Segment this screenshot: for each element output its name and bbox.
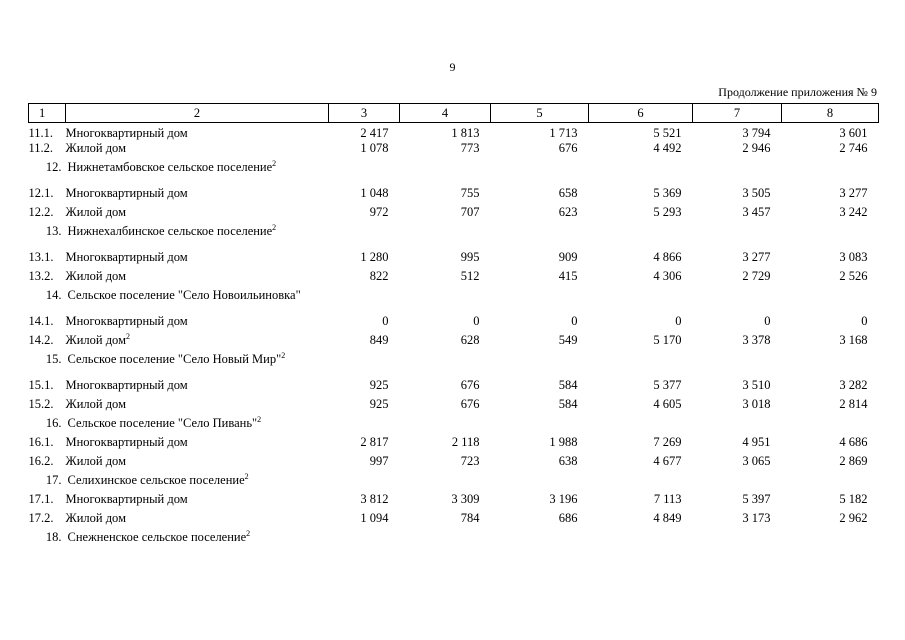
value-cell [491,417,589,436]
value-cell [400,417,491,436]
value-cell: 628 [460,332,480,347]
row-label [66,455,329,474]
value-cell: 676 [460,396,480,411]
table-row [29,334,879,353]
value-cell [329,531,400,550]
value-cell: 2 962 [839,510,868,525]
row-index: 11.1. [28,126,54,140]
table-group-row [29,353,879,379]
value-cell: 1 988 [549,434,578,449]
value-cell [589,353,693,379]
row-label-text: Многоквартирный дом [65,313,188,328]
row-index: 12.2. [28,204,54,219]
row-label [66,222,329,251]
value-cell [782,531,879,550]
row-label-text: Жилой дом [65,396,126,411]
value-cell: 2 817 [360,434,389,449]
tariff-table [28,103,879,550]
table-row [29,251,879,270]
value-cell: 1 078 [360,140,389,155]
value-cell: 638 [558,453,578,468]
row-index: 12. [45,159,62,174]
column-header: 7 [693,104,782,123]
table-row [29,512,879,531]
table-row [29,142,879,161]
value-cell: 658 [558,185,578,200]
column-header: 5 [491,104,589,123]
value-cell: 4 492 [653,140,682,155]
value-cell: 549 [558,332,578,347]
value-cell: 4 951 [742,434,771,449]
row-index: 16.1. [28,434,54,449]
row-label [66,414,329,436]
value-cell: 5 369 [653,185,682,200]
value-cell: 676 [558,140,578,155]
value-cell: 1 048 [360,185,389,200]
table-row [29,455,879,474]
value-cell: 3 812 [360,491,389,506]
value-cell: 4 686 [839,434,868,449]
value-cell: 4 849 [653,510,682,525]
row-index: 18. [45,529,62,544]
footnote-marker: 2 [257,414,262,424]
value-cell [329,225,400,251]
row-index: 13.1. [28,249,54,264]
table-group-row [29,417,879,436]
row-index: 12.1. [28,185,54,200]
row-label-text: Нижнехалбинское сельское поселение [67,223,273,238]
row-label [66,379,329,398]
row-label [66,270,329,289]
row-label [66,315,329,334]
column-header: 1 [29,104,66,123]
column-header: 6 [589,104,693,123]
row-label [66,187,329,206]
value-cell [491,474,589,493]
row-index: 17.1. [28,491,54,506]
value-cell: 2 814 [839,396,868,411]
value-cell [782,289,879,315]
row-index: 13.2. [28,268,54,283]
value-cell: 3 168 [839,332,868,347]
value-cell: 7 269 [653,434,682,449]
row-index: 17. [45,472,62,487]
value-cell: 773 [460,140,480,155]
value-cell: 0 [571,313,578,328]
footnote-marker: 2 [272,222,277,232]
table-group-row [29,289,879,315]
row-label-text: Многоквартирный дом [65,377,188,392]
value-cell: 7 113 [653,491,682,506]
row-label-text: Многоквартирный дом [65,249,188,264]
footnote-marker: 2 [246,528,251,538]
row-index: 16.2. [28,453,54,468]
row-label [66,528,329,550]
value-cell: 3 309 [451,491,480,506]
value-cell: 3 794 [742,126,771,140]
table-row [29,436,879,455]
value-cell [400,531,491,550]
value-cell [589,417,693,436]
value-cell: 3 277 [839,185,868,200]
value-cell [400,161,491,187]
row-label-text: Многоквартирный дом [65,491,188,506]
value-cell [782,161,879,187]
value-cell [693,417,782,436]
row-label-text: Жилой дом [65,510,126,525]
table-row [29,379,879,398]
value-cell: 2 729 [742,268,771,283]
value-cell [693,161,782,187]
value-cell: 5 182 [839,491,868,506]
row-label [66,512,329,531]
table-row [29,187,879,206]
continuation-label: Продолжение приложения № 9 [718,85,877,99]
value-cell: 755 [460,185,480,200]
value-cell: 1 713 [549,126,578,140]
footnote-marker: 2 [281,350,286,360]
row-index: 13. [45,223,62,238]
row-label-text: Многоквартирный дом [65,185,188,200]
value-cell [782,474,879,493]
value-cell: 5 377 [653,377,682,392]
value-cell: 1 280 [360,249,389,264]
row-label [66,398,329,417]
footnote-marker: 2 [244,471,249,481]
value-cell [491,225,589,251]
value-cell: 4 605 [653,396,682,411]
value-cell [693,225,782,251]
value-cell: 0 [764,313,771,328]
value-cell: 997 [369,453,389,468]
value-cell: 0 [473,313,480,328]
table-group-row [29,225,879,251]
value-cell: 3 601 [839,126,868,140]
value-cell [589,289,693,315]
row-label [66,350,329,379]
value-cell: 686 [558,510,578,525]
value-cell: 2 869 [839,453,868,468]
value-cell [589,161,693,187]
value-cell: 925 [369,396,389,411]
value-cell [589,225,693,251]
row-label-text: Жилой дом [65,332,126,347]
value-cell: 909 [558,249,578,264]
row-label-text: Жилой дом [65,204,126,219]
value-cell [400,225,491,251]
row-label [66,289,329,315]
row-index: 11.2. [28,140,54,155]
row-label [65,331,329,353]
value-cell: 925 [369,377,389,392]
value-cell: 707 [460,204,480,219]
value-cell: 584 [558,377,578,392]
value-cell [491,531,589,550]
value-cell: 3 065 [742,453,771,468]
row-label-text: Селихинское сельское поселение [67,472,245,487]
value-cell [693,531,782,550]
table-row [29,315,879,334]
row-label [66,251,329,270]
value-cell: 2 526 [839,268,868,283]
value-cell [329,161,400,187]
value-cell: 3 277 [742,249,771,264]
value-cell: 3 378 [742,332,771,347]
value-cell: 5 170 [653,332,682,347]
value-cell: 584 [558,396,578,411]
row-label [66,493,329,512]
row-index: 14.2. [28,332,54,347]
column-header: 8 [782,104,879,123]
value-cell: 972 [369,204,389,219]
value-cell [782,353,879,379]
value-cell: 5 397 [742,491,771,506]
value-cell [782,225,879,251]
row-label [66,436,329,455]
value-cell [329,417,400,436]
value-cell [782,417,879,436]
value-cell: 3 510 [742,377,771,392]
value-cell: 2 118 [451,434,480,449]
table-row [29,206,879,225]
value-cell [491,289,589,315]
value-cell: 415 [558,268,578,283]
row-index: 15. [45,351,62,366]
footnote-marker: 2 [125,331,130,341]
table-row [29,270,879,289]
value-cell: 995 [460,249,480,264]
value-cell: 623 [558,204,578,219]
row-index: 14.1. [28,313,54,328]
value-cell: 2 417 [360,126,389,140]
value-cell: 5 521 [653,126,682,140]
value-cell: 3 018 [742,396,771,411]
value-cell [693,474,782,493]
row-label-text: Многоквартирный дом [65,126,188,140]
column-header: 3 [329,104,400,123]
value-cell: 4 677 [653,453,682,468]
row-label [66,123,329,142]
row-label-text: Сельское поселение "Село Новоильиновка" [67,287,301,302]
value-cell [693,353,782,379]
value-cell: 3 282 [839,377,868,392]
row-index: 14. [45,287,62,302]
row-index: 16. [45,415,62,430]
value-cell: 849 [369,332,389,347]
value-cell: 4 306 [653,268,682,283]
value-cell [329,289,400,315]
value-cell: 2 746 [839,140,868,155]
row-label-text: Жилой дом [65,268,126,283]
row-label-text: Многоквартирный дом [65,434,188,449]
value-cell: 784 [460,510,480,525]
value-cell: 0 [675,313,682,328]
row-label [66,158,329,187]
column-number-header [29,104,879,123]
value-cell: 3 505 [742,185,771,200]
row-index: 17.2. [28,510,54,525]
value-cell [400,353,491,379]
value-cell [589,531,693,550]
value-cell: 1 813 [451,126,480,140]
value-cell [491,353,589,379]
table-row [29,493,879,512]
value-cell: 3 457 [742,204,771,219]
row-label-text: Сельское поселение "Село Новый Мир" [67,351,282,366]
table-row [29,123,879,142]
value-cell: 0 [382,313,389,328]
value-cell: 4 866 [653,249,682,264]
row-label-text: Жилой дом [65,140,126,155]
value-cell [693,289,782,315]
row-label-text: Сельское поселение "Село Пивань" [67,415,258,430]
value-cell [329,474,400,493]
value-cell: 2 946 [742,140,771,155]
column-header: 2 [66,104,329,123]
page-number: 9 [449,60,456,74]
value-cell: 1 094 [360,510,389,525]
value-cell [400,289,491,315]
value-cell: 723 [460,453,480,468]
value-cell: 512 [460,268,480,283]
row-label-text: Жилой дом [65,453,126,468]
row-index: 15.1. [28,377,54,392]
table-row [29,398,879,417]
value-cell: 3 196 [549,491,578,506]
row-label [66,142,329,161]
row-index: 15.2. [28,396,54,411]
value-cell [491,161,589,187]
value-cell: 3 083 [839,249,868,264]
table-group-row [29,161,879,187]
value-cell: 822 [369,268,389,283]
table-body [29,123,879,550]
column-header: 4 [400,104,491,123]
row-label [66,206,329,225]
row-label-text: Нижнетамбовское сельское поселение [67,159,273,174]
table-group-row [29,531,879,550]
row-label-text: Снежненское сельское поселение [67,529,247,544]
value-cell [400,474,491,493]
value-cell: 3 173 [742,510,771,525]
value-cell: 3 242 [839,204,868,219]
value-cell [329,353,400,379]
value-cell: 676 [460,377,480,392]
value-cell [589,474,693,493]
footnote-marker: 2 [272,158,277,168]
table-group-row [29,474,879,493]
value-cell: 0 [861,313,868,328]
row-label [66,471,329,493]
value-cell: 5 293 [653,204,682,219]
